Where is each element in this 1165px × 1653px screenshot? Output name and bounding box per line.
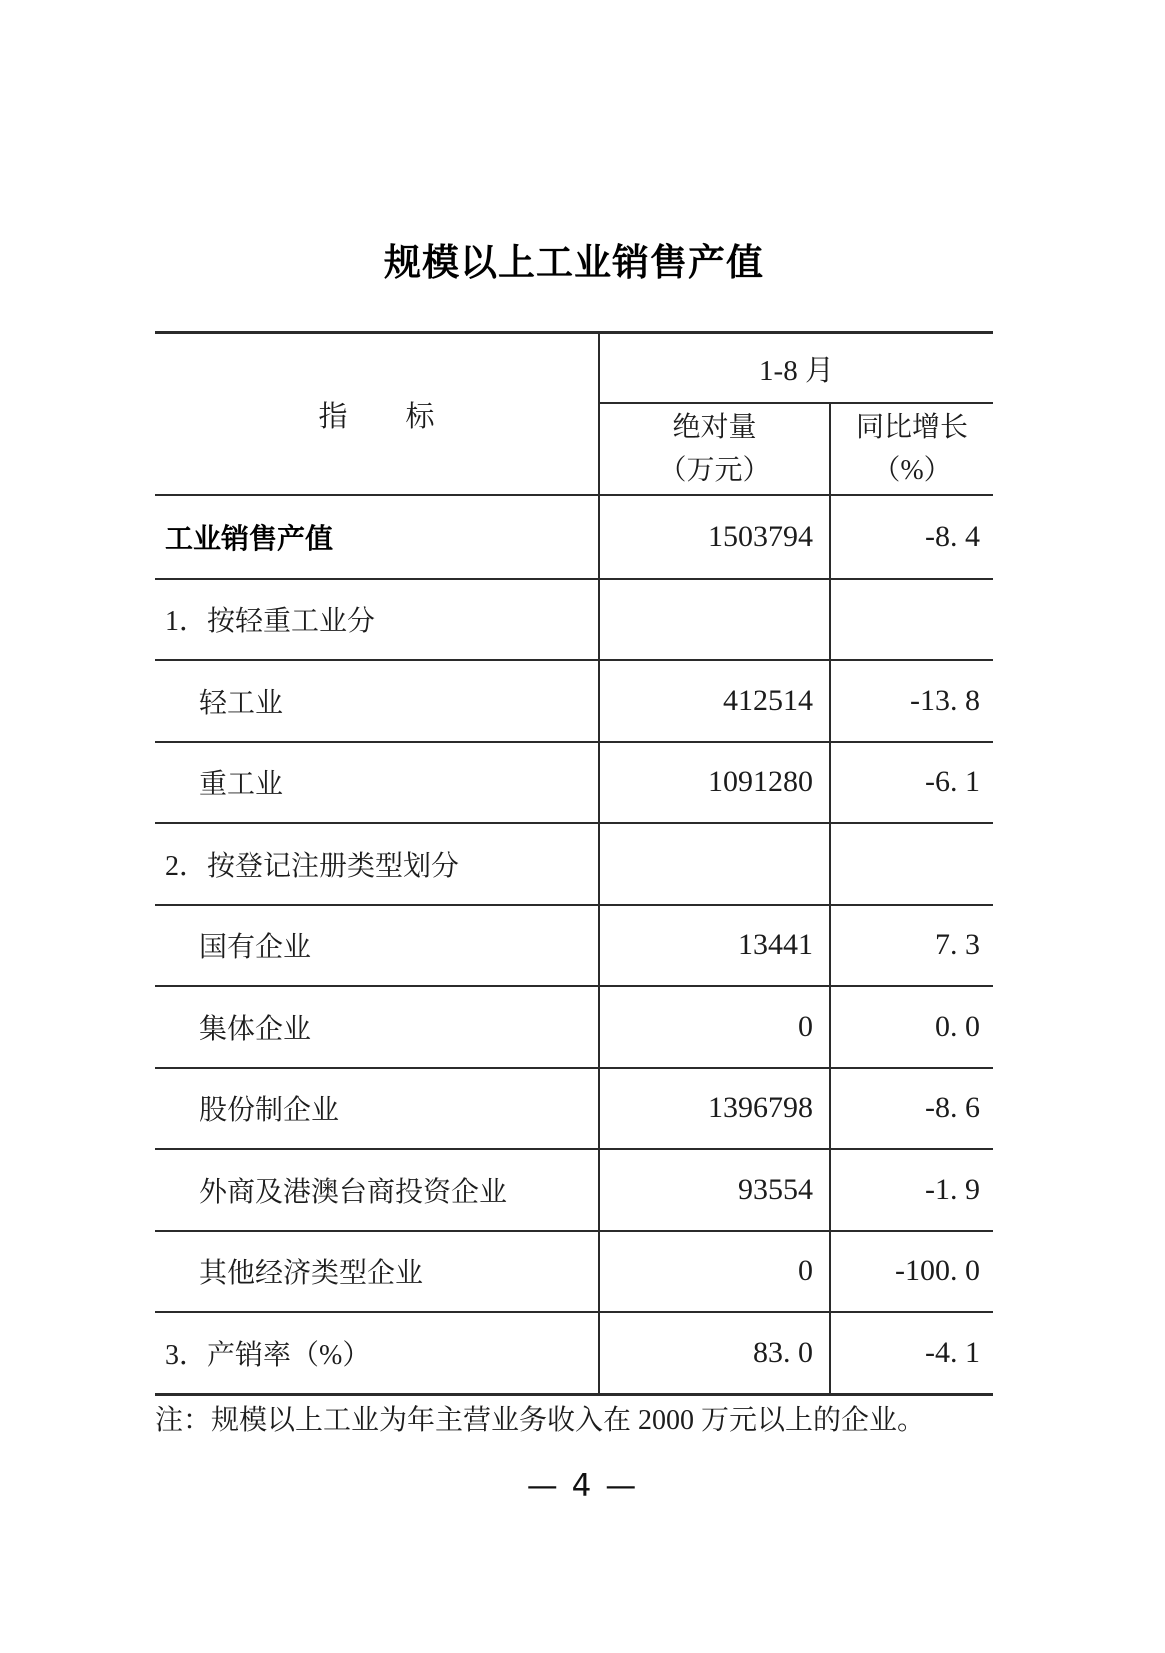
row-growth-value: 0. 0 (829, 987, 993, 1067)
table-row (155, 1311, 993, 1393)
table-header (155, 334, 993, 496)
row-absolute-value: 93554 (598, 1150, 829, 1230)
table-row (155, 578, 993, 660)
row-absolute-value: 13441 (598, 906, 829, 986)
table-footnote: 注：规模以上工业为年主营业务收入在 2000 万元以上的企业。 (155, 1405, 926, 1436)
row-growth-value: -100. 0 (829, 1232, 993, 1312)
row-absolute-value (598, 824, 829, 904)
row-growth-value: -8. 4 (829, 496, 993, 578)
page-number: — 4 — (526, 1468, 639, 1504)
row-absolute-value: 1091280 (598, 743, 829, 823)
table-body (155, 496, 993, 1393)
row-indicator-label: 轻工业 (199, 687, 284, 719)
row-growth-value: -1. 9 (829, 1150, 993, 1230)
header-absolute-line1: 绝对量 (672, 412, 757, 443)
table-row (155, 822, 993, 904)
row-indicator-label: 1．按轻重工业分 (165, 606, 376, 638)
header-indicator-cell: 指 标 (318, 400, 435, 433)
row-indicator-label: 集体企业 (199, 1013, 312, 1045)
row-indicator-label: 2．按登记注册类型划分 (165, 850, 460, 882)
table-row (155, 1230, 993, 1312)
row-growth-value: -4. 1 (829, 1313, 993, 1393)
row-absolute-value (598, 580, 829, 660)
header-period-group (598, 334, 993, 494)
row-absolute-value: 1396798 (598, 1069, 829, 1149)
header-period-cell: 1-8 月 (600, 334, 993, 404)
header-growth-line1: 同比增长 (855, 412, 968, 443)
industrial-sales-table (155, 331, 993, 1396)
row-indicator-label: 外商及港澳台商投资企业 (199, 1176, 508, 1208)
row-growth-value: -13. 8 (829, 661, 993, 741)
row-absolute-value: 0 (598, 987, 829, 1067)
row-indicator-label: 3．产销率（%） (165, 1339, 371, 1371)
row-indicator-label: 国有企业 (199, 932, 312, 964)
row-indicator-label: 工业销售产值 (165, 521, 334, 555)
row-indicator-label: 重工业 (199, 769, 284, 801)
row-growth-value: -8. 6 (829, 1069, 993, 1149)
page-title: 规模以上工业销售产值 (384, 241, 764, 284)
table-row (155, 985, 993, 1067)
header-growth-line2: （%） (872, 455, 952, 486)
header-growth-cell (829, 404, 993, 494)
table-row (155, 659, 993, 741)
row-absolute-value: 83. 0 (598, 1313, 829, 1393)
row-growth-value (829, 580, 993, 660)
row-indicator-label: 其他经济类型企业 (199, 1258, 424, 1290)
table-row (155, 904, 993, 986)
row-absolute-value: 0 (598, 1232, 829, 1312)
header-absolute-line2: （万元） (658, 455, 771, 486)
row-growth-value: -6. 1 (829, 743, 993, 823)
row-absolute-value: 1503794 (598, 496, 829, 578)
row-indicator-label: 股份制企业 (199, 1095, 340, 1127)
table-row (155, 496, 993, 578)
row-growth-value: 7. 3 (829, 906, 993, 986)
table-row (155, 1148, 993, 1230)
header-subcolumns (600, 404, 993, 494)
row-growth-value (829, 824, 993, 904)
header-absolute-cell (600, 404, 829, 494)
row-absolute-value: 412514 (598, 661, 829, 741)
table-row (155, 741, 993, 823)
table-row (155, 1067, 993, 1149)
